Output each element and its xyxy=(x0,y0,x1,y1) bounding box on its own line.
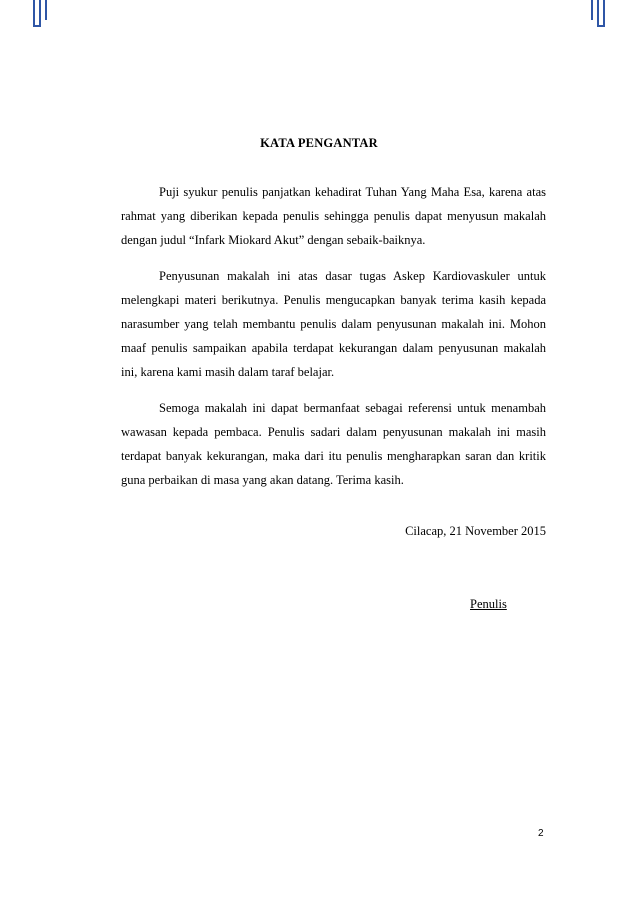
document-body xyxy=(121,180,546,504)
page-border-line-left xyxy=(45,0,47,20)
place-and-date: Cilacap, 21 November 2015 xyxy=(405,524,546,538)
paragraph-1: Puji syukur penulis panjatkan kehadirat Tuhan Yang Maha Esa, karena atas rahmat yang diberikan kepada penulis sehingga penulis dapat menyusun makalah dengan judul “Infark Miokard Akut” dengan sebaik-baiknya. xyxy=(121,185,546,247)
page-border-corner-left xyxy=(33,0,41,27)
page-title: KATA PENGANTAR xyxy=(260,136,378,150)
paragraph-3: Semoga makalah ini dapat bermanfaat sebagai referensi untuk menambah wawasan kepada pembaca. Penulis sadari dalam penyusunan makalah ini masih terdapat banyak kekurangan, maka dari itu penulis mengharapkan saran dan kritik guna perbaikan di masa yang akan datang. Terima kasih. xyxy=(121,401,546,487)
paragraph-2: Penyusunan makalah ini atas dasar tugas Askep Kardiovaskuler untuk melengkapi materi berikutnya. Penulis mengucapkan banyak terima kasih kepada narasumber yang telah membantu penulis dalam penyusunan makalah ini. Mohon maaf penulis sampaikan apabila terdapat kekurangan dalam penyusunan makalah ini, karena kami masih dalam taraf belajar. xyxy=(121,269,546,379)
page-number: 2 xyxy=(538,828,544,839)
signer-name: Penulis xyxy=(470,597,507,611)
page-border-corner-right xyxy=(597,0,605,27)
page-border-line-right xyxy=(591,0,593,20)
